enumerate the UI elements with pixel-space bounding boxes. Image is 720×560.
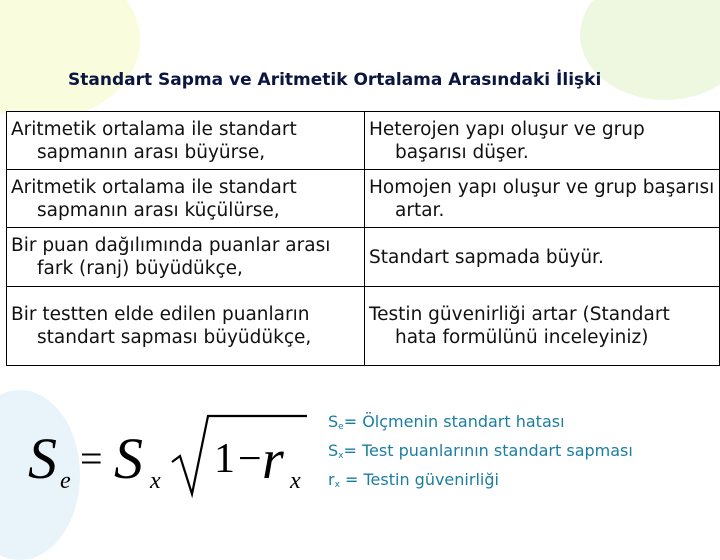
page-title: Standart Sapma ve Aritmetik Ortalama Arasındaki İlişki [68,70,602,90]
legend-item: $S_e=$ Ölçmenin standart hatası [328,412,565,432]
table-row [7,228,720,287]
relationship-table [6,111,720,366]
formula-rhs-symbol: S [114,426,143,491]
background-decoration [0,0,140,120]
formula-lhs-subscript: e [60,468,71,494]
result-cell: Standart sapmada büyür. [365,228,720,287]
formula-legend [328,410,633,497]
table-row [7,287,720,366]
formula-equals: = [80,436,103,481]
condition-cell: Aritmetik ortalama ile standart sapmanın arası küçülürse, [7,170,365,228]
result-cell: Homojen yapı oluşur ve grup başarısı artar. [365,170,720,228]
result-cell: Heterojen yapı oluşur ve grup başarısı düşer. [365,112,720,170]
condition-cell: Bir puan dağılımında puanlar arası fark (ranj) büyüdükçe, [7,228,365,287]
legend-item: $S_x=$ Test puanlarının standart sapması [328,441,633,461]
formula-one: 1 [214,436,235,482]
standard-error-formula [22,410,312,502]
condition-cell: Aritmetik ortalama ile standart sapmanın arası büyürse, [7,112,365,170]
legend-item: $r_x$ = Testin güvenirliği [328,470,499,490]
formula-lhs-symbol: S [28,426,57,491]
result-cell: Testin güvenirliği artar (Standart hata formülünü inceleyiniz) [365,287,720,366]
table-row [7,112,720,170]
formula-minus: − [238,436,262,482]
formula-r-symbol: r [262,429,284,491]
formula-r-subscript: x [290,468,301,494]
formula-rhs-subscript: x [150,468,161,494]
condition-cell: Bir testten elde edilen puanların standart sapması büyüdükçe, [7,287,365,366]
table-row [7,170,720,228]
